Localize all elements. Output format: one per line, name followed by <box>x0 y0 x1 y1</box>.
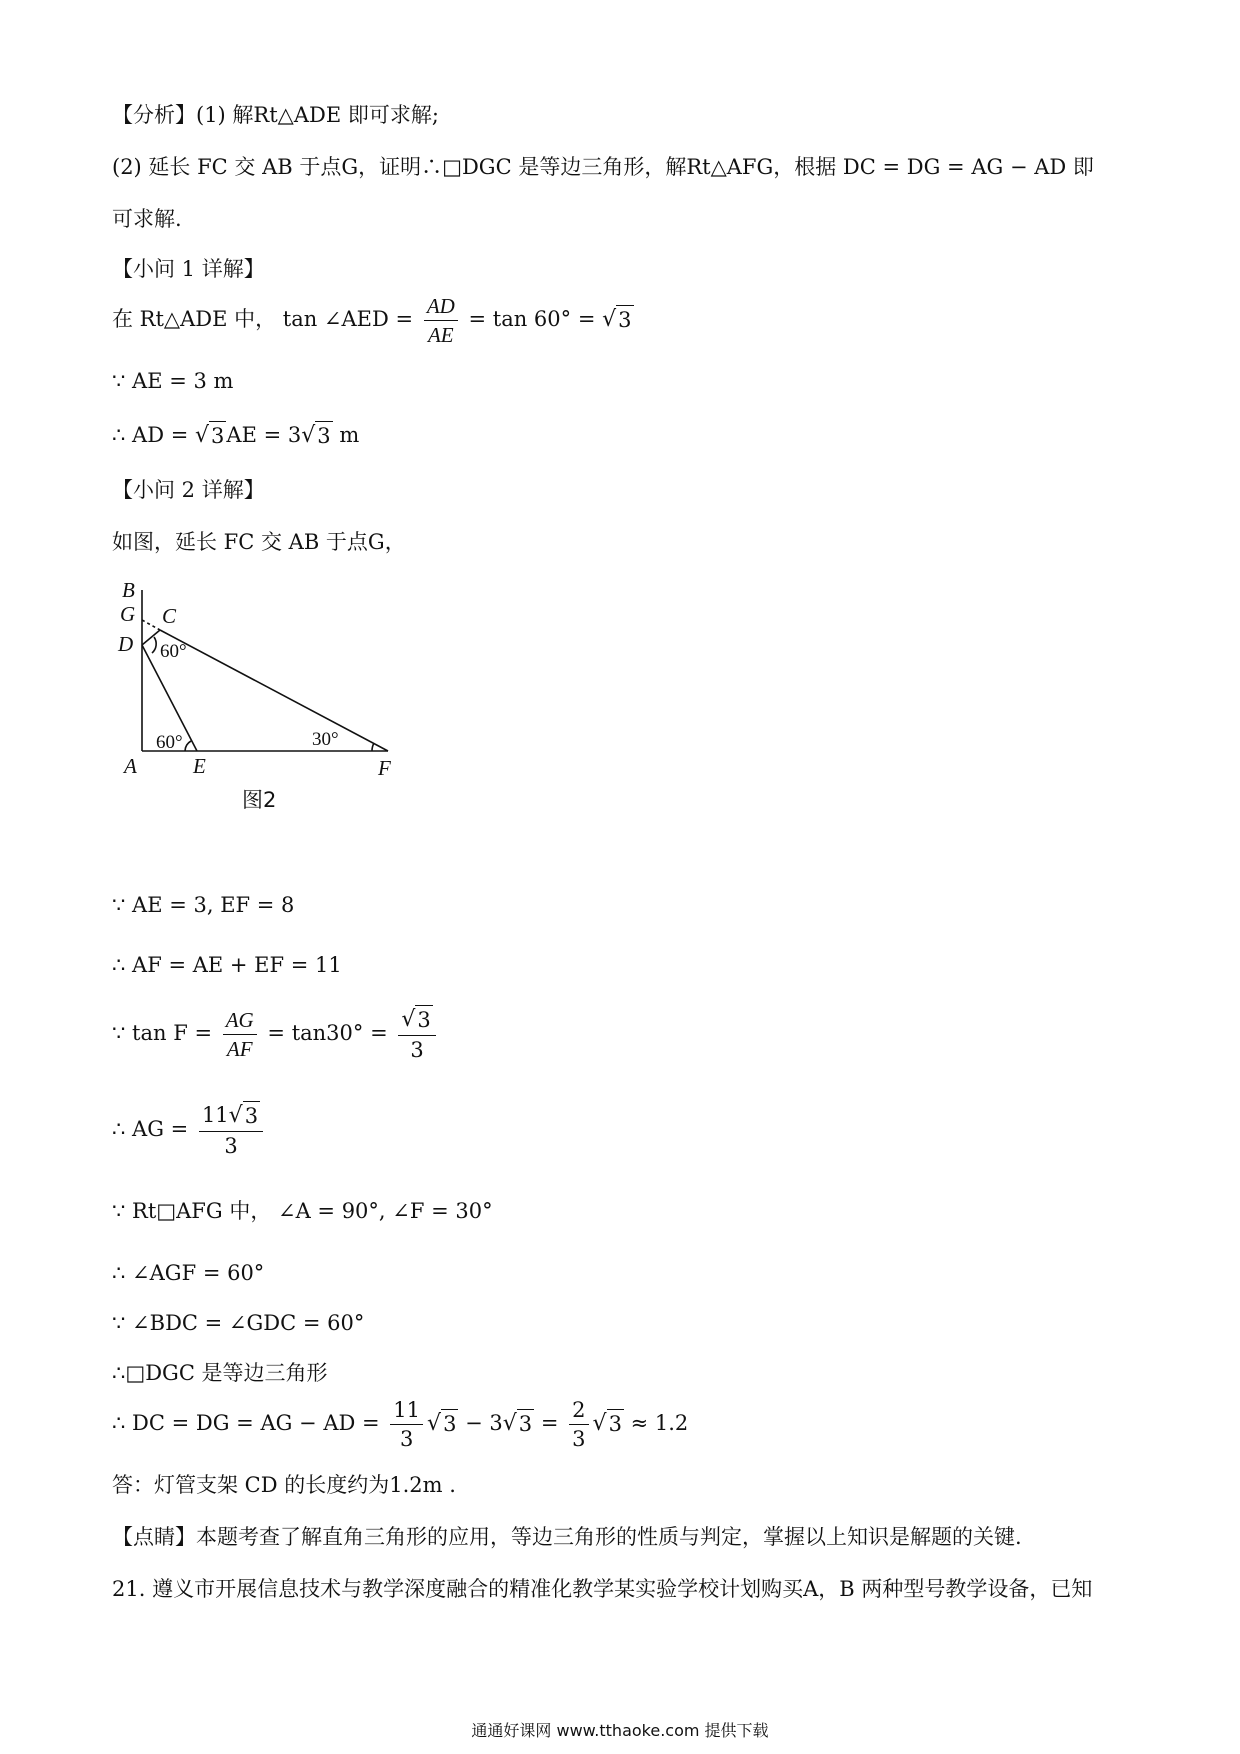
sqrt-argument: 3 <box>243 1101 260 1130</box>
s3-fraction <box>223 1006 257 1063</box>
step-1: ∵ AE = 3, EF = 8 <box>112 893 295 917</box>
figure-svg <box>110 575 420 815</box>
s9-suffix: ≈ 1.2 <box>630 1411 689 1435</box>
segment-dc <box>142 630 160 645</box>
s9-numerator-1: 11 <box>390 1396 423 1425</box>
s4-prefix: ∴ AG = <box>112 1117 189 1141</box>
part1-equation-3 <box>112 420 359 451</box>
sqrt-symbol: √ 3 <box>502 1411 533 1436</box>
sqrt-symbol: √ 3 <box>195 423 225 448</box>
step-9 <box>112 1394 688 1453</box>
sqrt-symbol: √ 3 <box>301 423 331 448</box>
geometry-figure <box>110 575 420 815</box>
angle-label-dc: 60° <box>160 641 187 662</box>
step-2: ∴ AF = AE + EF = 11 <box>112 953 342 977</box>
angle-arc-d <box>152 637 156 653</box>
angle-label-e: 60° <box>156 732 183 753</box>
part1-equation-2: ∵ AE = 3 m <box>112 369 234 393</box>
sqrt-argument: 3 <box>441 1409 458 1438</box>
s3-numerator: AG <box>223 1006 257 1035</box>
eq3-prefix: ∴ AD = <box>112 423 189 447</box>
s3-prefix: ∵ tan F = <box>112 1021 213 1045</box>
s9-numerator-2: 2 <box>569 1396 588 1425</box>
s9-equals: = <box>540 1411 559 1435</box>
answer-line: 答：灯管支架 CD 的长度约为1.2m . <box>112 1473 456 1497</box>
angle-arc-e <box>185 741 191 751</box>
part1-header: 【小问 1 详解】 <box>112 257 265 281</box>
eq3-mid: AE = 3 <box>226 423 302 447</box>
sqrt-argument: 3 <box>315 421 332 450</box>
s4-numerator <box>199 1101 263 1132</box>
s4-denominator: 3 <box>224 1134 238 1158</box>
label-e: E <box>193 754 206 778</box>
part1-equation-1 <box>112 290 634 349</box>
sqrt-symbol: √ 3 <box>427 1411 457 1436</box>
sqrt-argument: 3 <box>209 421 226 450</box>
s3-denominator: AF <box>226 1037 253 1061</box>
sqrt-symbol: √ 3 <box>228 1103 259 1128</box>
s9-denominator-1: 3 <box>399 1427 414 1451</box>
eq1-fraction <box>424 292 458 349</box>
label-c: C <box>162 604 177 628</box>
part2-header: 【小问 2 详解】 <box>112 478 265 502</box>
sqrt-argument: 3 <box>415 1005 432 1034</box>
sqrt-argument: 3 <box>607 1409 624 1438</box>
segment-gc-dashed <box>142 620 160 630</box>
segment-cf <box>160 630 388 751</box>
s9-fraction-1 <box>390 1396 423 1453</box>
s4-numerator-coef: 11 <box>201 1103 229 1127</box>
sqrt-argument: 3 <box>616 305 633 334</box>
eq1-suffix: = tan 60° = <box>468 307 596 331</box>
eq1-numerator: AD <box>424 292 458 321</box>
s4-fraction <box>199 1101 263 1160</box>
label-f: F <box>378 756 391 780</box>
step-3 <box>112 1004 440 1064</box>
figure-caption: 图2 <box>242 788 277 812</box>
label-d: D <box>118 632 134 656</box>
analysis-line-2: (2) 延长 FC 交 AB 于点G，证明∴□DGC 是等边三角形，解Rt△AFG，根据 DC = DG = AG − AD 即 <box>112 155 1094 179</box>
label-g: G <box>120 602 136 626</box>
angle-label-f: 30° <box>312 729 339 750</box>
label-a: A <box>124 754 137 778</box>
step-5: ∵ Rt□AFG 中， ∠A = 90°, ∠F = 30° <box>112 1199 493 1223</box>
sqrt-symbol: √ 3 <box>401 1007 431 1032</box>
eq1-prefix: 在 Rt△ADE 中， tan ∠AED = <box>112 307 414 331</box>
part2-intro: 如图，延长 FC 交 AB 于点G， <box>112 530 406 554</box>
step-4 <box>112 1100 267 1160</box>
s3-mid: = tan30° = <box>267 1021 388 1045</box>
analysis-line-1: 【分析】(1) 解Rt△ADE 即可求解; <box>112 103 439 127</box>
s3-denominator-2: 3 <box>410 1038 424 1062</box>
s9-prefix: ∴ DC = DG = AG − AD = <box>112 1411 380 1435</box>
eq3-suffix: m <box>339 423 360 447</box>
footer-watermark: 通通好课网 www.tthaoke.com 提供下载 <box>471 1721 769 1740</box>
comment-line: 【点睛】本题考查了解直角三角形的应用，等边三角形的性质与判定，掌握以上知识是解题的关键. <box>112 1525 1022 1549</box>
angle-arc-f <box>372 743 374 751</box>
s3-numerator-2 <box>398 1005 435 1036</box>
sqrt-symbol: √ 3 <box>602 307 632 332</box>
step-8: ∴□DGC 是等边三角形 <box>112 1361 328 1385</box>
s3-fraction-2 <box>398 1005 435 1064</box>
s9-denominator-2: 3 <box>572 1427 586 1451</box>
sqrt-symbol: √ 3 <box>592 1411 622 1436</box>
sqrt-argument: 3 <box>517 1409 534 1438</box>
s9-mid: − 3 <box>465 1411 503 1435</box>
eq1-denominator: AE <box>427 323 454 347</box>
step-6: ∴ ∠AGF = 60° <box>112 1261 265 1285</box>
next-question: 21. 遵义市开展信息技术与教学深度融合的精准化教学某实验学校计划购买A，B 两种型号教学设备，已知 <box>112 1577 1093 1601</box>
step-7: ∵ ∠BDC = ∠GDC = 60° <box>112 1311 365 1335</box>
label-b: B <box>122 578 135 602</box>
s9-fraction-2 <box>569 1396 588 1453</box>
analysis-line-3: 可求解. <box>112 207 182 231</box>
